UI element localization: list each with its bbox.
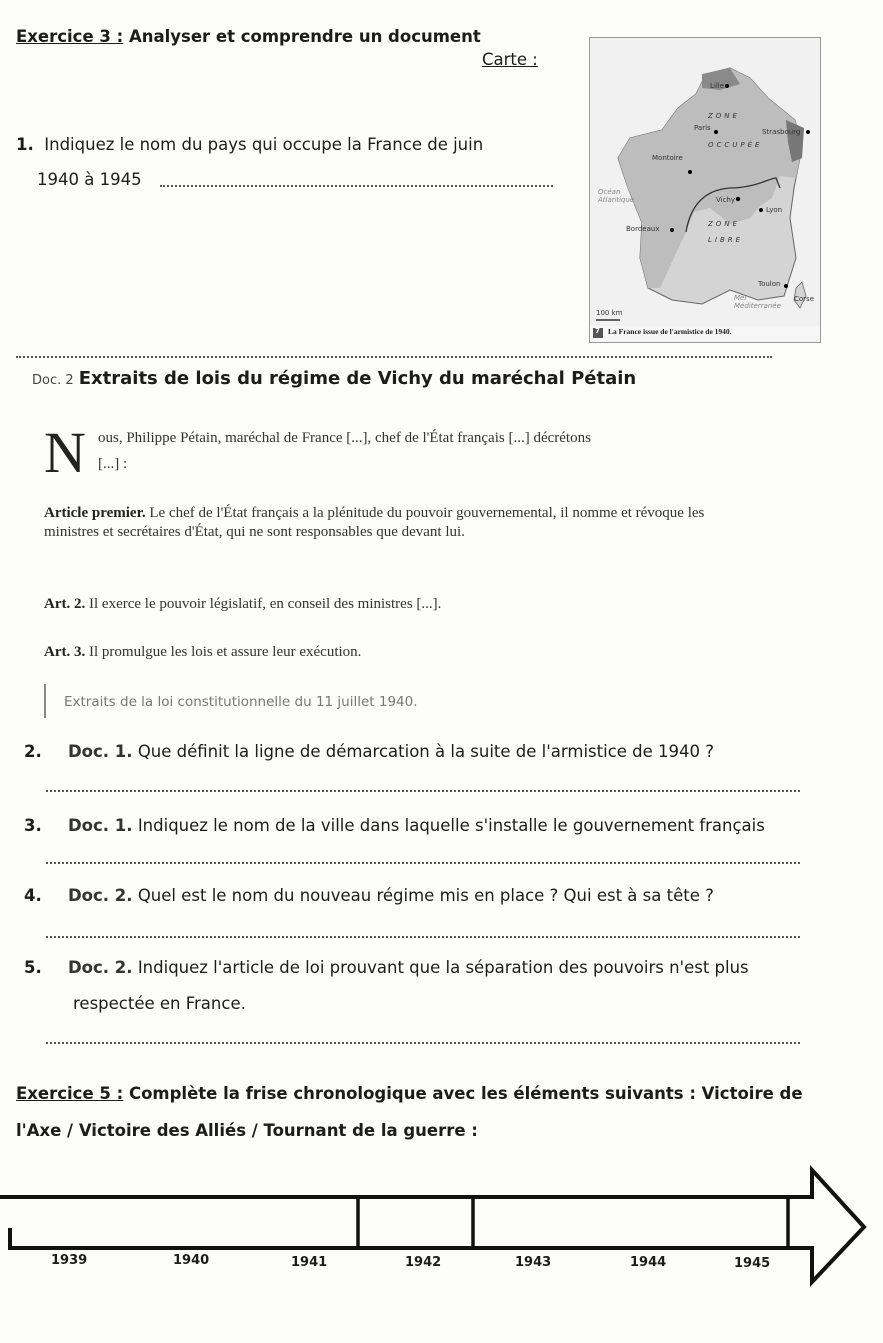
year-1940: 1940 (173, 1253, 210, 1268)
ocean-label: Océan Atlantique (598, 188, 635, 204)
doc2-header: Doc. 2 Extraits de lois du régime de Vichy du maréchal Pétain (32, 368, 637, 389)
answer-line-q4[interactable] (46, 936, 800, 938)
year-1942: 1942 (405, 1255, 442, 1270)
exercise3-title: Exercice 3 : Analyser et comprendre un document (16, 27, 481, 46)
doc2-article-3: Art. 3. Il promulgue les lois et assure leur exécution. (44, 644, 362, 660)
doc2-article-1: Article premier. Le chef de l'État français a la plénitude du pouvoir gouvernemental, il nomme et révoque les ministres et secrétaires d'État, qui ne sont responsables que devant lui. (44, 505, 705, 540)
map-caption-number: 7 (595, 327, 600, 335)
city-toulon: Toulon (758, 280, 781, 288)
map-label: Carte : (482, 50, 538, 69)
exercise5-title: Exercice 5 : Complète la frise chronologique avec les éléments suivants : Victoire de (16, 1084, 803, 1103)
divider-dotted-1 (16, 356, 772, 358)
island-corse: Corse (794, 295, 815, 303)
answer-line-q5[interactable] (46, 1042, 800, 1044)
year-1939: 1939 (51, 1253, 88, 1268)
doc2-dropcap: N (44, 420, 86, 485)
sea-label: Mer Méditerranée (734, 294, 781, 310)
city-vichy: Vichy (716, 196, 736, 204)
map-france-1940 (589, 37, 821, 343)
doc2-article-2: Art. 2. Il exerce le pouvoir législatif, en conseil des ministres [...]. (44, 596, 442, 612)
question-4: 4. Doc. 2. Quel est le nom du nouveau régime mis en place ? Qui est à sa tête ? (24, 886, 714, 905)
answer-line-q3[interactable] (46, 862, 800, 864)
city-bordeaux: Bordeaux (626, 225, 660, 233)
doc2-intro-line1: ous, Philippe Pétain, maréchal de France [...], chef de l'État français [...] décrétons (98, 430, 591, 446)
year-1944: 1944 (630, 1255, 667, 1270)
year-1945: 1945 (734, 1256, 771, 1271)
city-montoire: Montoire (652, 154, 683, 162)
answer-line-q1[interactable] (160, 185, 553, 187)
zone-occupee-2: OCCUPÉE (708, 141, 763, 149)
city-lille: Lille (710, 82, 725, 90)
map-caption: La France issue de l'armistice de 1940. (608, 327, 732, 336)
question-3: 3. Doc. 1. Indiquez le nom de la ville dans laquelle s'installe le gouvernement français (24, 816, 765, 835)
exercise5-title-line2: l'Axe / Victoire des Alliés / Tournant de la guerre : (16, 1121, 478, 1140)
question-5-line2: respectée en France. (73, 994, 246, 1013)
city-paris: Paris (694, 124, 711, 132)
city-lyon: Lyon (766, 206, 783, 214)
source-bar (44, 684, 46, 718)
zone-occupee-1: ZONE (708, 112, 740, 120)
question-5: 5. Doc. 2. Indiquez l'article de loi prouvant que la séparation des pouvoirs n'est plus (24, 958, 749, 977)
zone-libre-2: LIBRE (708, 236, 744, 244)
doc2-intro-line2: [...] : (98, 456, 128, 472)
zone-libre-1: ZONE (708, 220, 740, 228)
scale-label: 100 km (596, 309, 623, 317)
question-2: 2. Doc. 1. Que définit la ligne de démarcation à la suite de l'armistice de 1940 ? (24, 742, 715, 761)
year-1943: 1943 (515, 1255, 552, 1270)
doc2-source: Extraits de la loi constitutionnelle du 11 juillet 1940. (64, 694, 418, 710)
question-1-line2: 1940 à 1945 (37, 170, 142, 189)
year-1941: 1941 (291, 1255, 328, 1270)
answer-line-q2[interactable] (46, 790, 800, 792)
question-1: 1. Indiquez le nom du pays qui occupe la France de juin (16, 135, 484, 154)
city-strasbourg: Strasbourg (762, 128, 801, 136)
